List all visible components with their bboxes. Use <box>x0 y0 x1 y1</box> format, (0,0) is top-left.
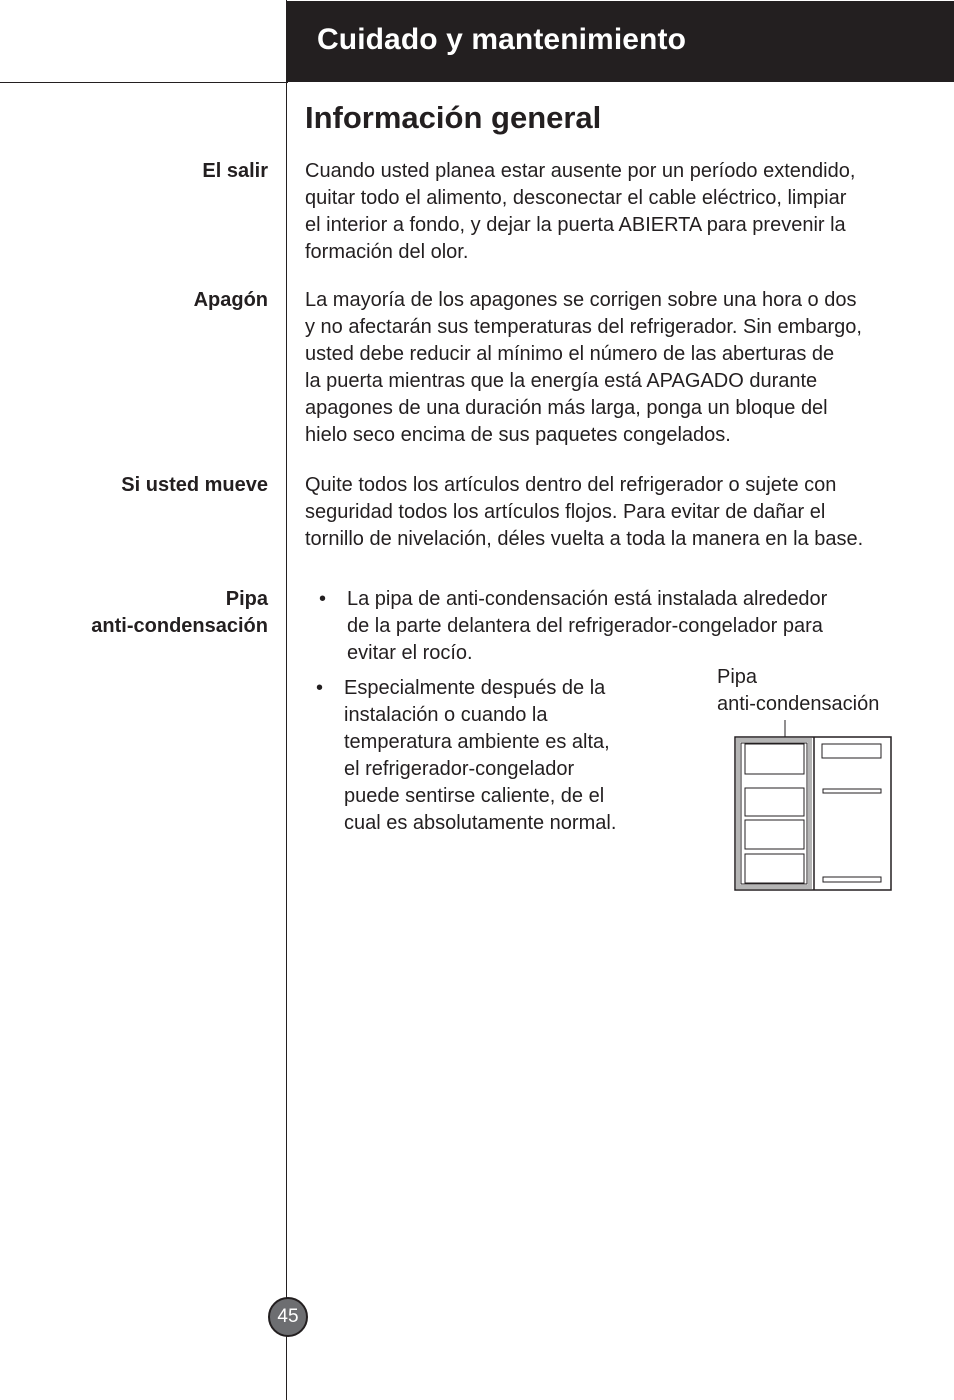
label-el-salir: El salir <box>202 160 268 182</box>
label-si-usted-mueve: Si usted mueve <box>121 474 268 496</box>
column-divider-vertical <box>286 0 287 1400</box>
header-bar <box>286 1 954 82</box>
text-apagon: La mayoría de los apagones se corrigen sobre una hora o dos y no afectarán sus temperaturas del refrigerador. Sin embargo, usted debe reducir al mínimo el número de las aberturas de la puerta mientras que la energía está APAGADO durante apagones de una duración más larga, ponga un bloque del hielo seco encima de sus paquetes congelados. <box>305 289 862 446</box>
fridge-diagram-illustration <box>725 720 900 896</box>
diagram-label: Pipa anti-condensación <box>717 666 880 715</box>
shelf <box>822 744 881 758</box>
text-si-usted-mueve: Quite todos los artículos dentro del refrigerador o sujete con seguridad todos los artículos flojos. Para evitar de dañar el tornillo de nivelación, déles vuelta a toda la manera en la base. <box>305 474 864 550</box>
bullet-marker: • <box>319 588 327 610</box>
shelf <box>823 877 881 882</box>
label-apagon: Apagón <box>193 289 268 311</box>
drawer <box>745 788 804 816</box>
bullet-item: Especialmente después de la instalación o cuando la temperatura ambiente es alta, el refrigerador-congelador puede sentirse caliente, de el cual es absolutamente normal. <box>344 677 617 834</box>
drawer <box>745 744 804 774</box>
page-number-badge: 45 <box>268 1297 308 1337</box>
bullet-marker: • <box>316 677 324 699</box>
page-header-title: Cuidado y mantenimiento <box>317 23 686 56</box>
shelf <box>823 789 881 793</box>
drawer <box>745 820 804 849</box>
bullet-item: La pipa de anti-condensación está instalada alrededor de la parte delantera del refrigerador-congelador para evitar el rocío. <box>347 588 828 664</box>
drawer <box>745 854 804 883</box>
text-el-salir: Cuando usted planea estar ausente por un período extendido, quitar todo el alimento, desconectar el cable eléctrico, limpiar el interior a fondo, y dejar la puerta ABIERTA para prevenir la formación del olor. <box>305 160 856 263</box>
label-pipa-anti-condensacion: Pipa anti-condensación <box>91 588 268 637</box>
column-divider-horizontal <box>0 82 288 83</box>
section-title: Información general <box>305 100 602 135</box>
